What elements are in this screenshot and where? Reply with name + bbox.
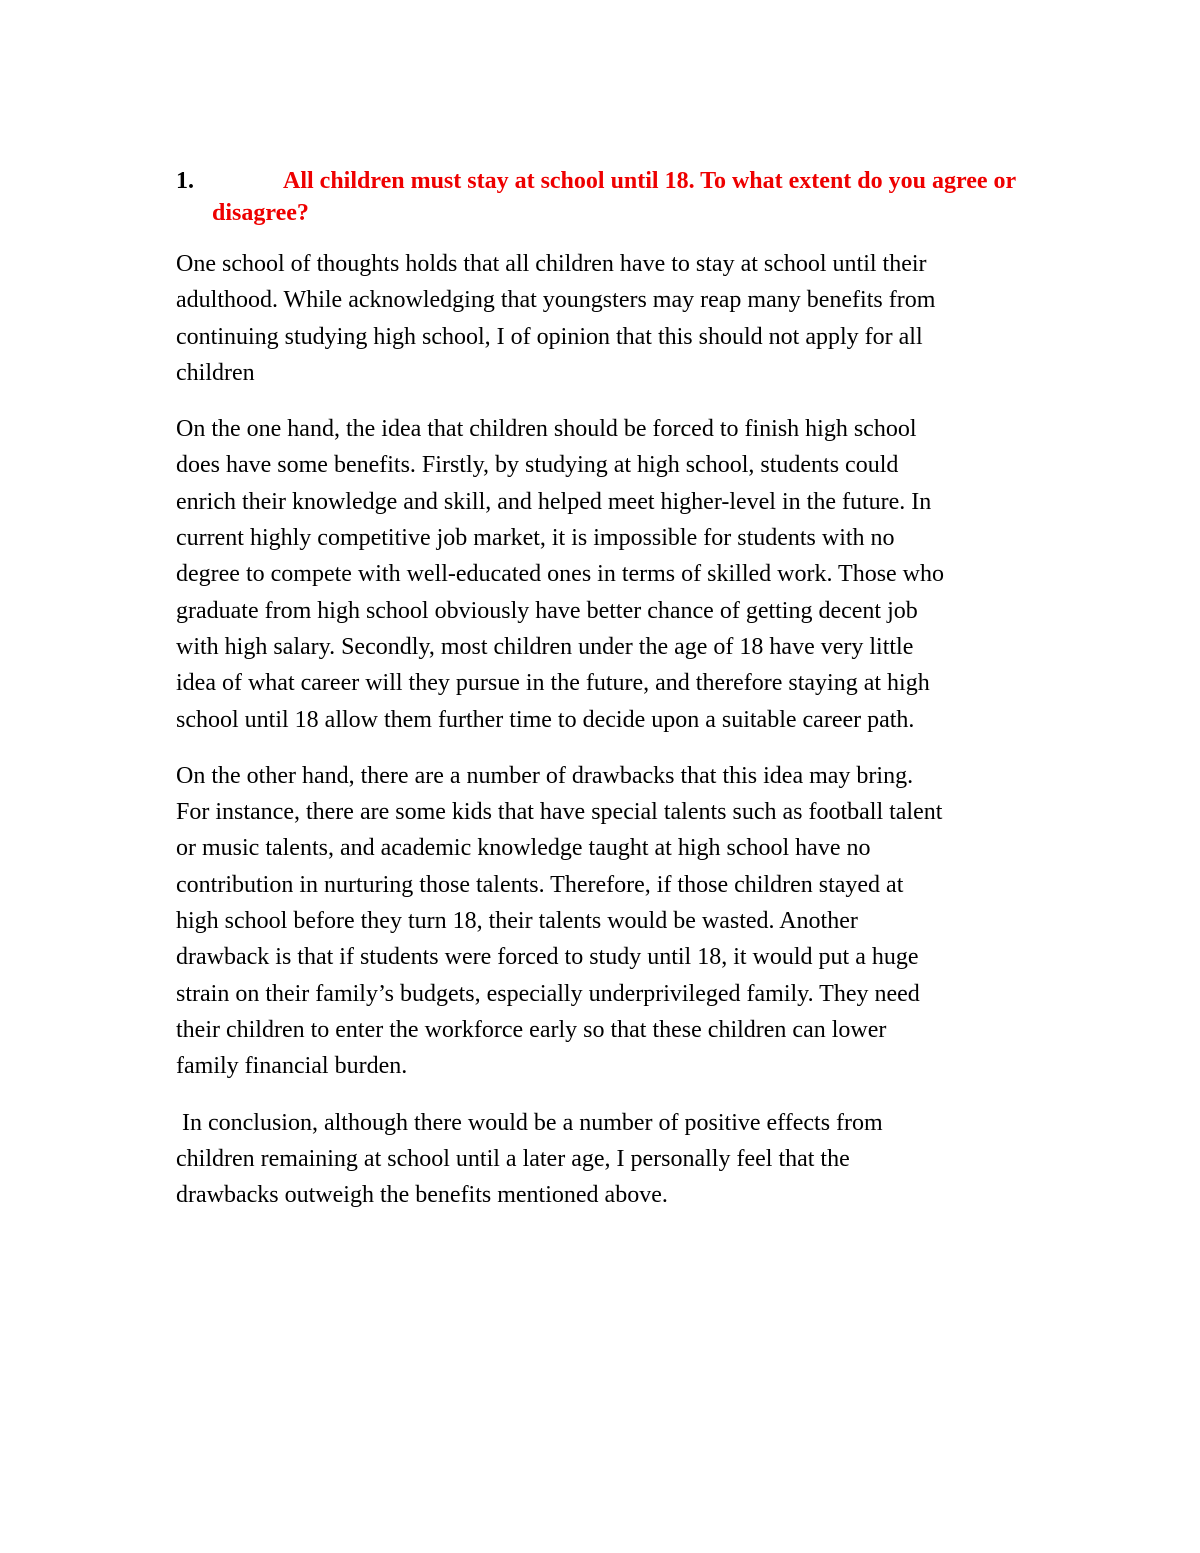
text-line: children remaining at school until a later age, I personally feel that the bbox=[176, 1145, 850, 1172]
text-line: enrich their knowledge and skill, and helped meet higher-level in the future. In bbox=[176, 488, 932, 515]
text-line: degree to compete with well-educated ones in terms of skilled work. Those who bbox=[176, 561, 945, 588]
text-line: does have some benefits. Firstly, by studying at high school, students could bbox=[176, 452, 899, 479]
text-line: contribution in nurturing those talents. Therefore, if those children stayed at bbox=[176, 871, 904, 898]
essay-question bbox=[176, 165, 1076, 229]
text-line: drawback is that if students were forced to study until 18, it would put a huge bbox=[176, 944, 919, 971]
text-line: with high salary. Secondly, most children under the age of 18 have very little bbox=[176, 633, 914, 660]
essay-body bbox=[176, 246, 1076, 1233]
paragraph-benefits bbox=[176, 411, 1076, 738]
text-line: adulthood. While acknowledging that youngsters may reap many benefits from bbox=[176, 287, 936, 314]
text-line: In conclusion, although there would be a number of positive effects from bbox=[176, 1109, 883, 1136]
text-line: continuing studying high school, I of opinion that this should not apply for all bbox=[176, 323, 923, 350]
text-line: school until 18 allow them further time to decide upon a suitable career path. bbox=[176, 706, 915, 733]
paragraph-conclusion bbox=[176, 1105, 1076, 1214]
text-line: On the other hand, there are a number of drawbacks that this idea may bring. bbox=[176, 762, 914, 789]
text-line: current highly competitive job market, it is impossible for students with no bbox=[176, 525, 895, 552]
text-line: high school before they turn 18, their talents would be wasted. Another bbox=[176, 908, 858, 935]
paragraph-introduction bbox=[176, 246, 1076, 391]
text-line: idea of what career will they pursue in the future, and therefore staying at high bbox=[176, 670, 930, 697]
text-line: strain on their family’s budgets, especially underprivileged family. They need bbox=[176, 980, 920, 1007]
paragraph-drawbacks bbox=[176, 758, 1076, 1085]
text-line: graduate from high school obviously have better chance of getting decent job bbox=[176, 597, 918, 624]
question-number: 1. bbox=[176, 168, 194, 194]
text-line: On the one hand, the idea that children should be forced to finish high school bbox=[176, 416, 917, 443]
text-line: One school of thoughts holds that all children have to stay at school until their bbox=[176, 251, 927, 277]
text-line: or music talents, and academic knowledge taught at high school have no bbox=[176, 835, 871, 862]
question-text: All children must stay at school until 18. To what extent do you agree or disagree? bbox=[212, 168, 1016, 226]
text-line: family financial burden. bbox=[176, 1053, 408, 1080]
text-line: their children to enter the workforce early so that these children can lower bbox=[176, 1016, 887, 1043]
text-line: children bbox=[176, 359, 255, 386]
text-line: drawbacks outweigh the benefits mentioned above. bbox=[176, 1182, 668, 1209]
text-line: For instance, there are some kids that have special talents such as football talent bbox=[176, 799, 943, 826]
